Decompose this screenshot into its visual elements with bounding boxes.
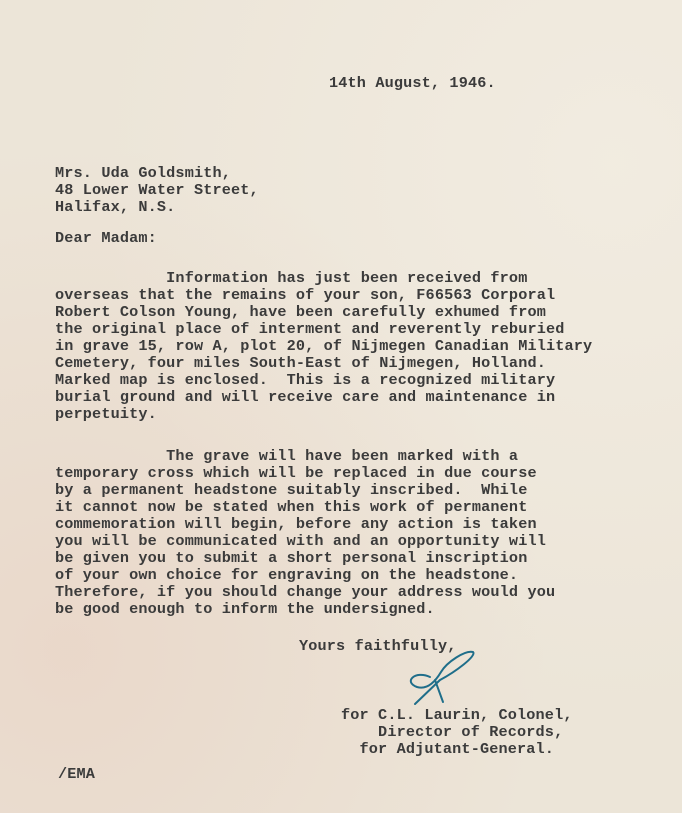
text-line: of your own choice for engraving on the headstone. bbox=[55, 566, 519, 584]
typist-initials: /EMA bbox=[58, 765, 96, 783]
address-line: Mrs. Uda Goldsmith, bbox=[55, 164, 232, 182]
text-line: overseas that the remains of your son, F66563 Corporal bbox=[55, 286, 556, 304]
text-line: you will be communicated with and an opportunity will bbox=[55, 532, 546, 550]
text-line: Information has just been received from bbox=[55, 269, 528, 287]
text-line: in grave 15, row A, plot 20, of Nijmegen Canadian Military bbox=[55, 337, 593, 355]
text-line: Robert Colson Young, have been carefully exhumed from bbox=[55, 303, 546, 321]
text-line: by a permanent headstone suitably inscribed. While bbox=[55, 481, 528, 499]
signature-line: for Adjutant-General. bbox=[341, 740, 555, 758]
text-line: Cemetery, four miles South-East of Nijmegen, Holland. bbox=[55, 354, 546, 372]
text-line: be given you to submit a short personal inscription bbox=[55, 549, 528, 567]
text-line: temporary cross which will be replaced in due course bbox=[55, 464, 537, 482]
text-line: be good enough to inform the undersigned. bbox=[55, 600, 435, 618]
closing: Yours faithfully, bbox=[299, 637, 457, 655]
salutation: Dear Madam: bbox=[55, 229, 157, 247]
address-line: 48 Lower Water Street, bbox=[55, 181, 259, 199]
address-line: Halifax, N.S. bbox=[55, 198, 176, 216]
paragraph-reburial bbox=[55, 270, 592, 423]
text-line: burial ground and will receive care and maintenance in bbox=[55, 388, 556, 406]
text-line: The grave will have been marked with a bbox=[55, 447, 519, 465]
text-line: perpetuity. bbox=[55, 405, 157, 423]
text-line: Marked map is enclosed. This is a recognized military bbox=[55, 371, 556, 389]
signature-line: for C.L. Laurin, Colonel, bbox=[341, 706, 573, 724]
text-line: it cannot now be stated when this work of permanent bbox=[55, 498, 528, 516]
signature-icon bbox=[395, 642, 485, 712]
recipient-address bbox=[55, 165, 259, 216]
text-line: the original place of interment and reverently reburied bbox=[55, 320, 565, 338]
paragraph-headstone bbox=[55, 448, 555, 618]
text-line: Therefore, if you should change your address would you bbox=[55, 583, 556, 601]
signature-block bbox=[341, 707, 573, 758]
letter-date: 14th August, 1946. bbox=[329, 74, 496, 92]
signature-line: Director of Records, bbox=[341, 723, 564, 741]
text-line: commemoration will begin, before any action is taken bbox=[55, 515, 537, 533]
